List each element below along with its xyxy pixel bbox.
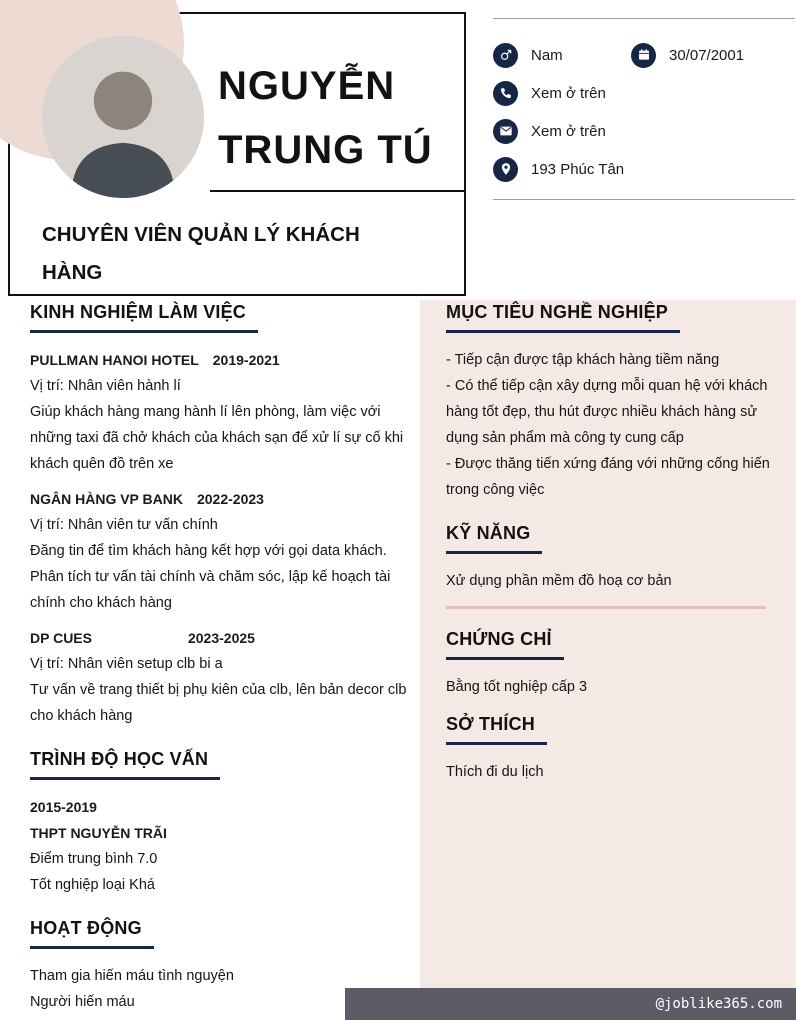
certificates-section-title: CHỨNG CHỈ — [446, 629, 564, 660]
experience-item — [30, 347, 418, 477]
job-description: Giúp khách hàng mang hành lí lên phòng, làm việc với những taxi đã chở khách của khách sạn để xử lí sự cố khi khách quên đồ trên xe — [30, 404, 404, 472]
watermark-text: @joblike365.com — [655, 996, 782, 1012]
experience-item — [30, 486, 418, 616]
company-name: NGÂN HÀNG VP BANK — [30, 491, 183, 507]
email-value: Xem ở trên — [531, 122, 606, 140]
contact-top-rule — [493, 18, 795, 19]
company-name: PULLMAN HANOI HOTEL — [30, 352, 199, 368]
phone-icon — [493, 81, 518, 106]
job-description: Tư vấn về trang thiết bị phụ kiên của clb, lên bản decor clb cho khách hàng — [30, 682, 407, 724]
work-period: 2023-2025 — [187, 630, 255, 646]
left-column — [30, 302, 418, 1015]
education-item — [30, 794, 418, 898]
company-name: DP CUES — [30, 630, 92, 646]
person-silhouette — [42, 36, 204, 198]
full-name — [218, 54, 433, 182]
activities-section-title: HOẠT ĐỘNG — [30, 918, 154, 949]
skill-item: Xử dụng phần mềm đồ hoạ cơ bản — [446, 573, 672, 589]
contact-bottom-rule — [493, 199, 795, 200]
name-divider — [210, 190, 464, 192]
last-name: TRUNG TÚ — [218, 128, 433, 172]
gender-icon — [493, 43, 518, 68]
email-icon — [493, 119, 518, 144]
experience-item — [30, 625, 418, 729]
gender-value: Nam — [531, 46, 563, 64]
work-period: 2022-2023 — [196, 491, 264, 507]
contact-row-gender-birthday — [493, 36, 795, 74]
certificate-item: Bằng tốt nghiệp cấp 3 — [446, 679, 588, 695]
calendar-icon — [631, 43, 656, 68]
school-name: THPT NGUYỄN TRÃI — [30, 825, 167, 841]
profile-photo — [42, 36, 204, 198]
first-name: NGUYỄN — [218, 64, 396, 108]
hobby-item: Thích đi du lịch — [446, 764, 544, 780]
activity-line: Người hiến máu — [30, 994, 135, 1010]
work-period: 2019-2021 — [212, 352, 280, 368]
footer-bar — [345, 988, 796, 1020]
birthday-value: 30/07/2001 — [669, 46, 745, 64]
activity-line: Tham gia hiến máu tình nguyện — [30, 968, 234, 984]
location-pin-icon — [493, 157, 518, 182]
graduation-grade: Tốt nghiệp loại Khá — [30, 877, 155, 893]
objective-line: - Tiếp cận được tập khách hàng tiềm năng — [446, 352, 720, 368]
address-value: 193 Phúc Tân — [531, 160, 625, 178]
contact-panel — [493, 0, 795, 200]
position: Vị trí: Nhân viên hành lí — [30, 378, 181, 394]
position: Vị trí: Nhân viên setup clb bi a — [30, 656, 223, 672]
contact-row-address — [493, 150, 795, 188]
objective-line: - Có thể tiếp cận xây dựng mỗi quan hệ với khách hàng tốt đẹp, thu hút được nhiều khách hàng sử dụng sản phẩm mà công ty cung cấp — [446, 378, 768, 446]
objective-section-title: MỤC TIÊU NGHỀ NGHIỆP — [446, 302, 680, 333]
skill-level-bar — [446, 606, 766, 609]
objective-line: - Được thăng tiến xứng đáng với những cống hiến trong công việc — [446, 456, 770, 498]
contact-row-phone — [493, 74, 795, 112]
education-section-title: TRÌNH ĐỘ HỌC VẤN — [30, 749, 220, 780]
education-period: 2015-2019 — [30, 799, 97, 815]
contact-row-email — [493, 112, 795, 150]
experience-section-title: KINH NGHIỆM LÀM VIỆC — [30, 302, 258, 333]
position: Vị trí: Nhân viên tư vấn chính — [30, 517, 218, 533]
phone-value: Xem ở trên — [531, 84, 606, 102]
job-title: CHUYÊN VIÊN QUẢN LÝ KHÁCH HÀNG — [42, 223, 360, 284]
hobbies-section-title: SỞ THÍCH — [446, 714, 547, 745]
job-description: Đăng tin để tìm khách hàng kết hợp với gọi data khách. Phân tích tư vấn tài chính và chăm sóc, lập kế hoạch tài chính cho khách hàng — [30, 543, 391, 611]
gpa: Điểm trung bình 7.0 — [30, 851, 158, 867]
skills-section-title: KỸ NĂNG — [446, 523, 542, 554]
right-column — [446, 302, 776, 785]
